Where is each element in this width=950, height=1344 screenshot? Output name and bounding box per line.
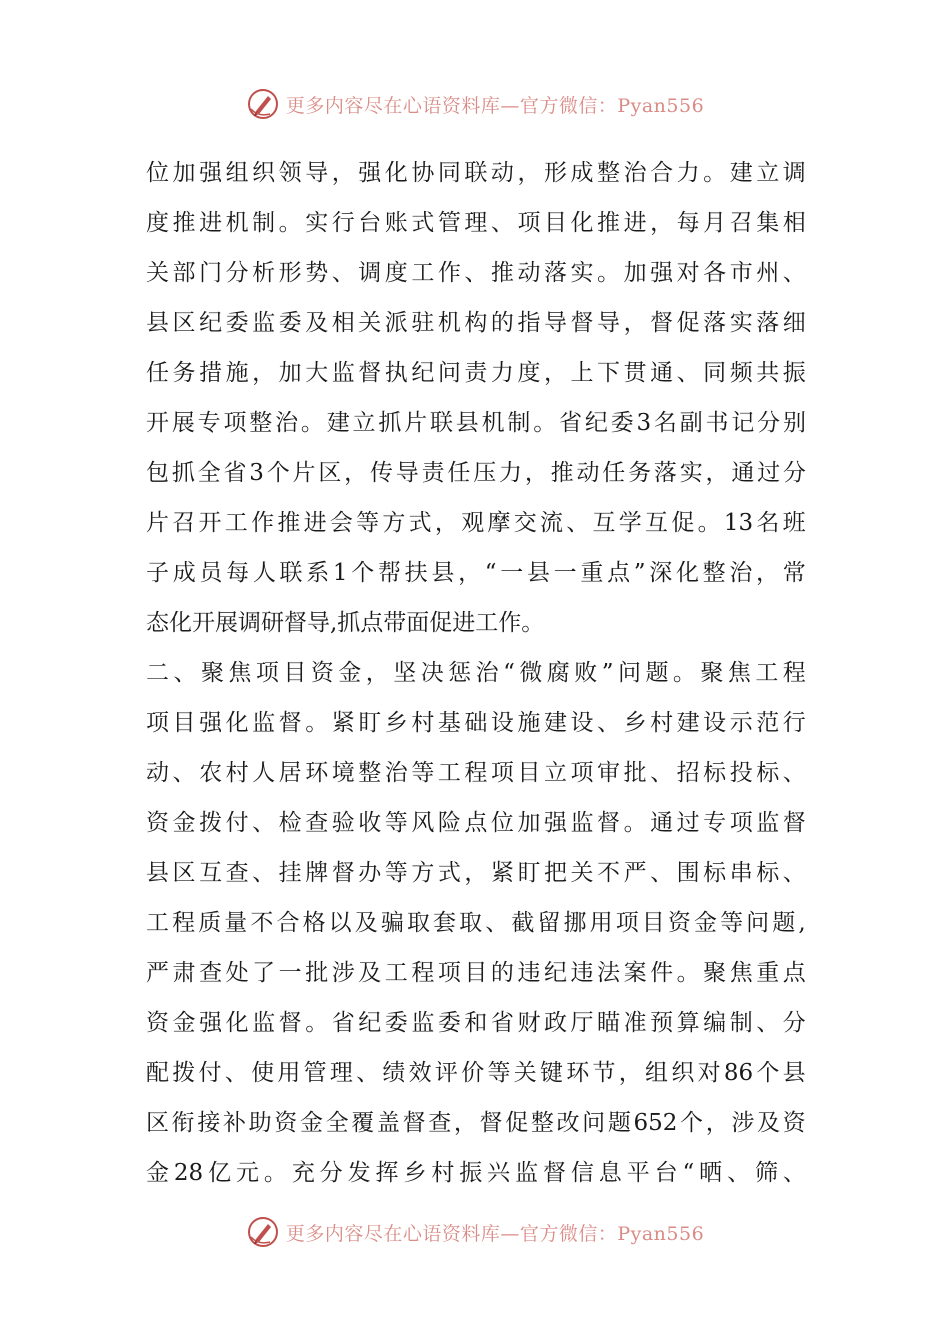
text-line: 金 28 亿 元 。 充 分 发 挥 乡 村 振 兴 监 督 信 息 平 台 “ 晒 、 筛 、	[146, 1160, 806, 1186]
text-line: 片 召 开 工 作 推 进 会 等 方 式 ， 观 摩 交 流 、 互 学 互 促 。 13 名 班	[146, 510, 806, 536]
text-line: 任 务 措 施 ， 加 大 监 督 执 纪 问 责 力 度 ， 上 下 贯 通 、 同 频 共 振	[146, 360, 806, 386]
text-line: 度 推 进 机 制 。 实 行 台 账 式 管 理 、 项 目 化 推 进 ， 每 月 召 集 相	[146, 210, 806, 236]
text-line: 区 衔 接 补 助 资 金 全 覆 盖 督 查 ， 督 促 整 改 问 题 652 个 ， 涉 及 资	[146, 1110, 806, 1136]
text-line: 位 加 强 组 织 领 导 ， 强 化 协 同 联 动 ， 形 成 整 治 合 力 。 建 立 调	[146, 160, 806, 186]
text-line: 动 、 农 村 人 居 环 境 整 治 等 工 程 项 目 立 项 审 批 、 招 标 投 标 、	[146, 760, 806, 786]
text-line: 包 抓 全 省 3 个 片 区 ， 传 导 责 任 压 力 ， 推 动 任 务 落 实 ， 通 过 分	[146, 460, 806, 486]
text-line: 县 区 纪 委 监 委 及 相 关 派 驻 机 构 的 指 导 督 导 ， 督 促 落 实 落 细	[146, 310, 806, 336]
text-line: 工 程 质 量 不 合 格 以 及 骗 取 套 取 、 截 留 挪 用 项 目 资 金 等 问 题 ,	[146, 910, 806, 936]
text-line: 资 金 强 化 监 督 。 省 纪 委 监 委 和 省 财 政 厅 瞄 准 预 算 编 制 、 分	[146, 1010, 806, 1036]
text-line: 开 展 专 项 整 治 。 建 立 抓 片 联 县 机 制 。 省 纪 委 3 名 副 书 记 分 别	[146, 410, 806, 436]
text-line: 严 肃 查 处 了 一 批 涉 及 工 程 项 目 的 违 纪 违 法 案 件 。 聚 焦 重 点	[146, 960, 806, 986]
text-line: 态化开展调研督导,抓点带面促进工作。	[146, 610, 545, 636]
text-line: 资 金 拨 付 、 检 查 验 收 等 风 险 点 位 加 强 监 督 。 通 过 专 项 监 督	[146, 810, 806, 836]
footer-watermark-banner	[0, 1212, 950, 1252]
text-line: 二 、 聚 焦 项 目 资 金 ， 坚 决 惩 治 “ 微 腐 败 ” 问 题 。 聚 焦 工 程	[146, 660, 806, 686]
banner-text: 更多内容尽在心语资料库—官方微信：Pyan556	[285, 1222, 705, 1245]
banner-text: 更多内容尽在心语资料库—官方微信：Pyan556	[285, 94, 705, 117]
text-line: 县 区 互 查 、 挂 牌 督 办 等 方 式 ， 紧 盯 把 关 不 严 、 围 标 串 标 、	[146, 860, 806, 886]
pen-logo-icon	[246, 1215, 280, 1249]
text-line: 关 部 门 分 析 形 势 、 调 度 工 作 、 推 动 落 实 。 加 强 对 各 市 州 、	[146, 260, 806, 286]
pen-logo-icon	[246, 87, 280, 121]
text-line: 子 成 员 每 人 联 系 1 个 帮 扶 县 ， “ 一 县 一 重 点 ” 深 化 整 治 ， 常	[146, 560, 806, 586]
document-body	[146, 148, 806, 1198]
text-line: 配 拨 付 、 使 用 管 理 、 绩 效 评 价 等 关 键 环 节 ， 组 织 对 86 个 县	[146, 1060, 806, 1086]
text-line: 项 目 强 化 监 督 。 紧 盯 乡 村 基 础 设 施 建 设 、 乡 村 建 设 示 范 行	[146, 710, 806, 736]
header-watermark-banner	[0, 84, 950, 124]
